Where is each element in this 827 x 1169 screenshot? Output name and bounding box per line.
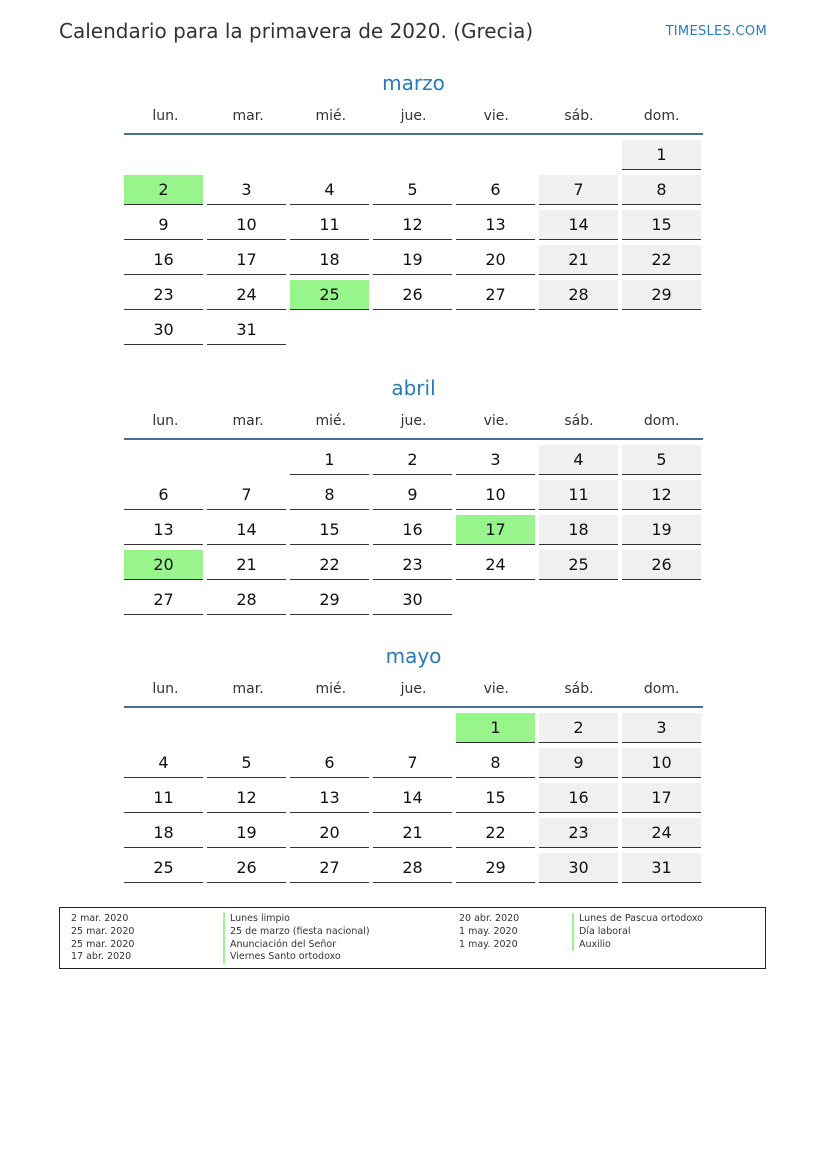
day-cell: 13 xyxy=(456,210,535,240)
day-cell: 31 xyxy=(622,853,701,883)
day-cell: 18 xyxy=(290,245,369,275)
weekday-label: mié. xyxy=(315,108,347,124)
day-cell: 30 xyxy=(373,585,452,615)
day-cell: 9 xyxy=(539,748,618,778)
day-cell: 29 xyxy=(456,853,535,883)
day-cell: 26 xyxy=(373,280,452,310)
holiday-day-cell: 25 xyxy=(290,280,369,310)
day-grid xyxy=(124,445,703,615)
day-cell: 7 xyxy=(207,480,286,510)
weekday-header xyxy=(124,403,703,439)
empty-cell xyxy=(124,140,203,170)
day-cell: 27 xyxy=(290,853,369,883)
day-cell: 9 xyxy=(124,210,203,240)
day-cell: 6 xyxy=(290,748,369,778)
day-cell: 13 xyxy=(124,515,203,545)
day-cell: 6 xyxy=(456,175,535,205)
legend-holiday-name: 25 de marzo (fiesta nacional) xyxy=(223,926,370,939)
empty-cell xyxy=(456,140,535,170)
day-cell: 30 xyxy=(124,315,203,345)
legend-date: 25 mar. 2020 xyxy=(71,925,135,937)
empty-cell xyxy=(373,713,452,743)
weekday-label: dom. xyxy=(643,413,680,429)
day-cell: 18 xyxy=(124,818,203,848)
weekday-label: vie. xyxy=(483,681,509,697)
day-cell: 23 xyxy=(124,280,203,310)
weekday-label: vie. xyxy=(483,108,509,124)
weekday-label: mar. xyxy=(232,681,264,697)
legend-date: 2 mar. 2020 xyxy=(71,913,129,924)
holiday-day-cell: 2 xyxy=(124,175,203,205)
day-cell: 25 xyxy=(124,853,203,883)
day-cell: 27 xyxy=(124,585,203,615)
day-cell: 21 xyxy=(207,550,286,580)
weekday-label: lun. xyxy=(152,108,179,124)
day-cell: 1 xyxy=(622,140,701,170)
day-cell: 10 xyxy=(456,480,535,510)
day-cell: 26 xyxy=(622,550,701,580)
day-cell: 17 xyxy=(207,245,286,275)
day-cell: 14 xyxy=(539,210,618,240)
month-may xyxy=(124,641,703,883)
day-cell: 11 xyxy=(290,210,369,240)
day-cell: 16 xyxy=(539,783,618,813)
day-grid xyxy=(124,140,703,345)
legend-date: 20 abr. 2020 xyxy=(459,913,520,924)
holiday-day-cell: 1 xyxy=(456,713,535,743)
weekday-label: lun. xyxy=(152,413,179,429)
day-cell: 14 xyxy=(373,783,452,813)
day-cell: 20 xyxy=(456,245,535,275)
weekday-header xyxy=(124,671,703,707)
weekday-label: vie. xyxy=(483,413,509,429)
day-cell: 29 xyxy=(290,585,369,615)
day-cell: 28 xyxy=(539,280,618,310)
day-cell: 18 xyxy=(539,515,618,545)
header-divider xyxy=(124,706,703,708)
day-cell: 9 xyxy=(373,480,452,510)
empty-cell xyxy=(124,713,203,743)
day-cell: 30 xyxy=(539,853,618,883)
empty-cell xyxy=(373,140,452,170)
day-cell: 2 xyxy=(539,713,618,743)
weekday-header xyxy=(124,98,703,134)
day-cell: 1 xyxy=(290,445,369,475)
day-cell: 27 xyxy=(456,280,535,310)
day-cell: 4 xyxy=(539,445,618,475)
legend-holiday-name: Auxilio xyxy=(572,939,703,952)
empty-cell xyxy=(207,445,286,475)
site-link[interactable]: TIMESLES.COM xyxy=(665,24,767,39)
legend-holiday-name: Viernes Santo ortodoxo xyxy=(223,951,370,964)
page-title: Calendario para la primavera de 2020. (Grecia) xyxy=(59,19,534,43)
weekday-label: sáb. xyxy=(564,413,594,429)
weekday-label: jue. xyxy=(400,413,427,429)
day-cell: 22 xyxy=(290,550,369,580)
day-cell: 17 xyxy=(622,783,701,813)
day-cell: 19 xyxy=(207,818,286,848)
day-cell: 29 xyxy=(622,280,701,310)
day-cell: 19 xyxy=(373,245,452,275)
day-cell: 12 xyxy=(207,783,286,813)
day-cell: 20 xyxy=(290,818,369,848)
day-cell: 8 xyxy=(290,480,369,510)
legend-dates-left xyxy=(71,913,134,964)
day-cell: 7 xyxy=(373,748,452,778)
legend-date: 25 mar. 2020 xyxy=(71,938,135,950)
day-cell: 10 xyxy=(622,748,701,778)
day-cell: 21 xyxy=(373,818,452,848)
day-cell: 24 xyxy=(456,550,535,580)
empty-cell xyxy=(539,140,618,170)
day-cell: 24 xyxy=(207,280,286,310)
weekday-label: dom. xyxy=(643,681,680,697)
day-cell: 5 xyxy=(622,445,701,475)
day-cell: 28 xyxy=(207,585,286,615)
legend-date: 1 may. 2020 xyxy=(459,938,518,950)
day-cell: 5 xyxy=(373,175,452,205)
day-cell: 31 xyxy=(207,315,286,345)
legend-names-left xyxy=(223,913,370,964)
weekday-label: jue. xyxy=(400,681,427,697)
day-cell: 22 xyxy=(456,818,535,848)
day-cell: 10 xyxy=(207,210,286,240)
day-grid xyxy=(124,713,703,883)
legend-date: 17 abr. 2020 xyxy=(71,951,132,963)
day-cell: 4 xyxy=(124,748,203,778)
weekday-label: mar. xyxy=(232,413,264,429)
header-divider xyxy=(124,438,703,440)
day-cell: 2 xyxy=(373,445,452,475)
day-cell: 15 xyxy=(622,210,701,240)
day-cell: 12 xyxy=(373,210,452,240)
day-cell: 15 xyxy=(290,515,369,545)
header-divider xyxy=(124,133,703,135)
holiday-day-cell: 20 xyxy=(124,550,203,580)
legend-date: 1 may. 2020 xyxy=(459,925,518,937)
empty-cell xyxy=(290,140,369,170)
day-cell: 5 xyxy=(207,748,286,778)
day-cell: 23 xyxy=(539,818,618,848)
day-cell: 22 xyxy=(622,245,701,275)
day-cell: 3 xyxy=(207,175,286,205)
day-cell: 3 xyxy=(622,713,701,743)
day-cell: 16 xyxy=(373,515,452,545)
day-cell: 13 xyxy=(290,783,369,813)
month-april xyxy=(124,373,703,615)
day-cell: 26 xyxy=(207,853,286,883)
weekday-label: sáb. xyxy=(564,681,594,697)
month-title: mayo xyxy=(385,644,442,668)
weekday-label: jue. xyxy=(400,108,427,124)
day-cell: 8 xyxy=(456,748,535,778)
day-cell: 11 xyxy=(539,480,618,510)
empty-cell xyxy=(207,140,286,170)
weekday-label: mié. xyxy=(315,681,347,697)
empty-cell xyxy=(290,713,369,743)
legend-dates-right xyxy=(459,913,519,951)
day-cell: 21 xyxy=(539,245,618,275)
weekday-label: mar. xyxy=(232,108,264,124)
month-title: abril xyxy=(391,376,436,400)
day-cell: 7 xyxy=(539,175,618,205)
legend-names-right xyxy=(572,913,703,951)
day-cell: 3 xyxy=(456,445,535,475)
legend-holiday-name: Anunciación del Señor xyxy=(223,939,370,952)
day-cell: 11 xyxy=(124,783,203,813)
legend-holiday-name: Día laboral xyxy=(572,926,703,939)
weekday-label: dom. xyxy=(643,108,680,124)
holiday-day-cell: 17 xyxy=(456,515,535,545)
day-cell: 19 xyxy=(622,515,701,545)
day-cell: 4 xyxy=(290,175,369,205)
weekday-label: sáb. xyxy=(564,108,594,124)
day-cell: 14 xyxy=(207,515,286,545)
day-cell: 23 xyxy=(373,550,452,580)
month-title: marzo xyxy=(382,71,445,95)
legend-holiday-name: Lunes de Pascua ortodoxo xyxy=(572,913,703,926)
month-march xyxy=(124,68,703,345)
day-cell: 12 xyxy=(622,480,701,510)
day-cell: 15 xyxy=(456,783,535,813)
weekday-label: mié. xyxy=(315,413,347,429)
weekday-label: lun. xyxy=(152,681,179,697)
holiday-legend xyxy=(59,907,766,969)
empty-cell xyxy=(124,445,203,475)
empty-cell xyxy=(207,713,286,743)
day-cell: 25 xyxy=(539,550,618,580)
day-cell: 8 xyxy=(622,175,701,205)
legend-holiday-name: Lunes limpio xyxy=(223,913,370,926)
day-cell: 16 xyxy=(124,245,203,275)
day-cell: 6 xyxy=(124,480,203,510)
day-cell: 28 xyxy=(373,853,452,883)
day-cell: 24 xyxy=(622,818,701,848)
